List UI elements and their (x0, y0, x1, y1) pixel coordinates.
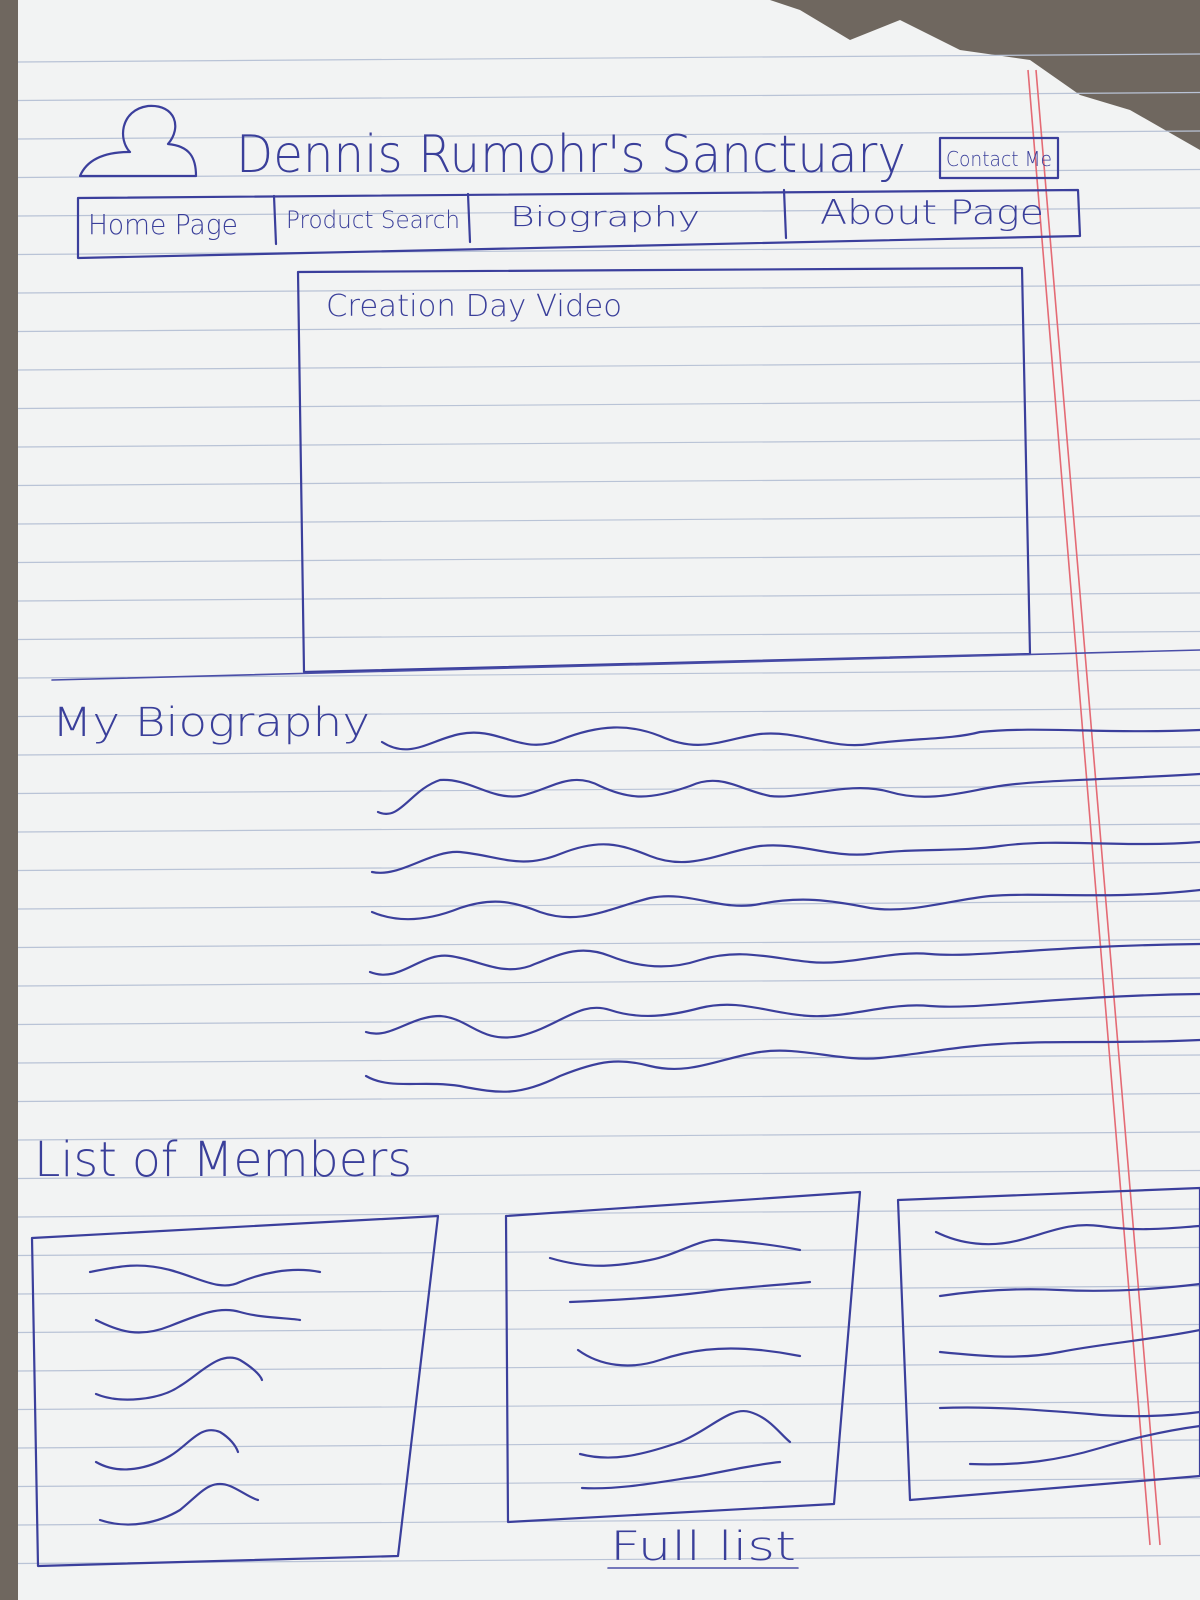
nav-item-home-label: Home Page (88, 208, 238, 241)
site-title: Dennis Rumohr's Sanctuary (236, 125, 906, 185)
nav-item-product-search-label: Product Search (286, 206, 460, 234)
nav-item-product-search[interactable] (286, 206, 460, 234)
nav-item-biography[interactable] (510, 200, 700, 233)
full-list-label: Full list (610, 1524, 796, 1570)
full-list-link[interactable] (608, 1524, 798, 1570)
nav-item-home[interactable] (88, 208, 238, 241)
contact-me-label: Contact Me (946, 147, 1052, 171)
nav-item-about-label: About Page (820, 193, 1044, 233)
members-heading: List of Members (34, 1132, 412, 1188)
nav-item-biography-label: Biography (510, 200, 700, 233)
biography-heading: My Biography (52, 700, 370, 746)
video-label: Creation Day Video (326, 289, 622, 324)
nav-item-about[interactable] (820, 193, 1044, 233)
